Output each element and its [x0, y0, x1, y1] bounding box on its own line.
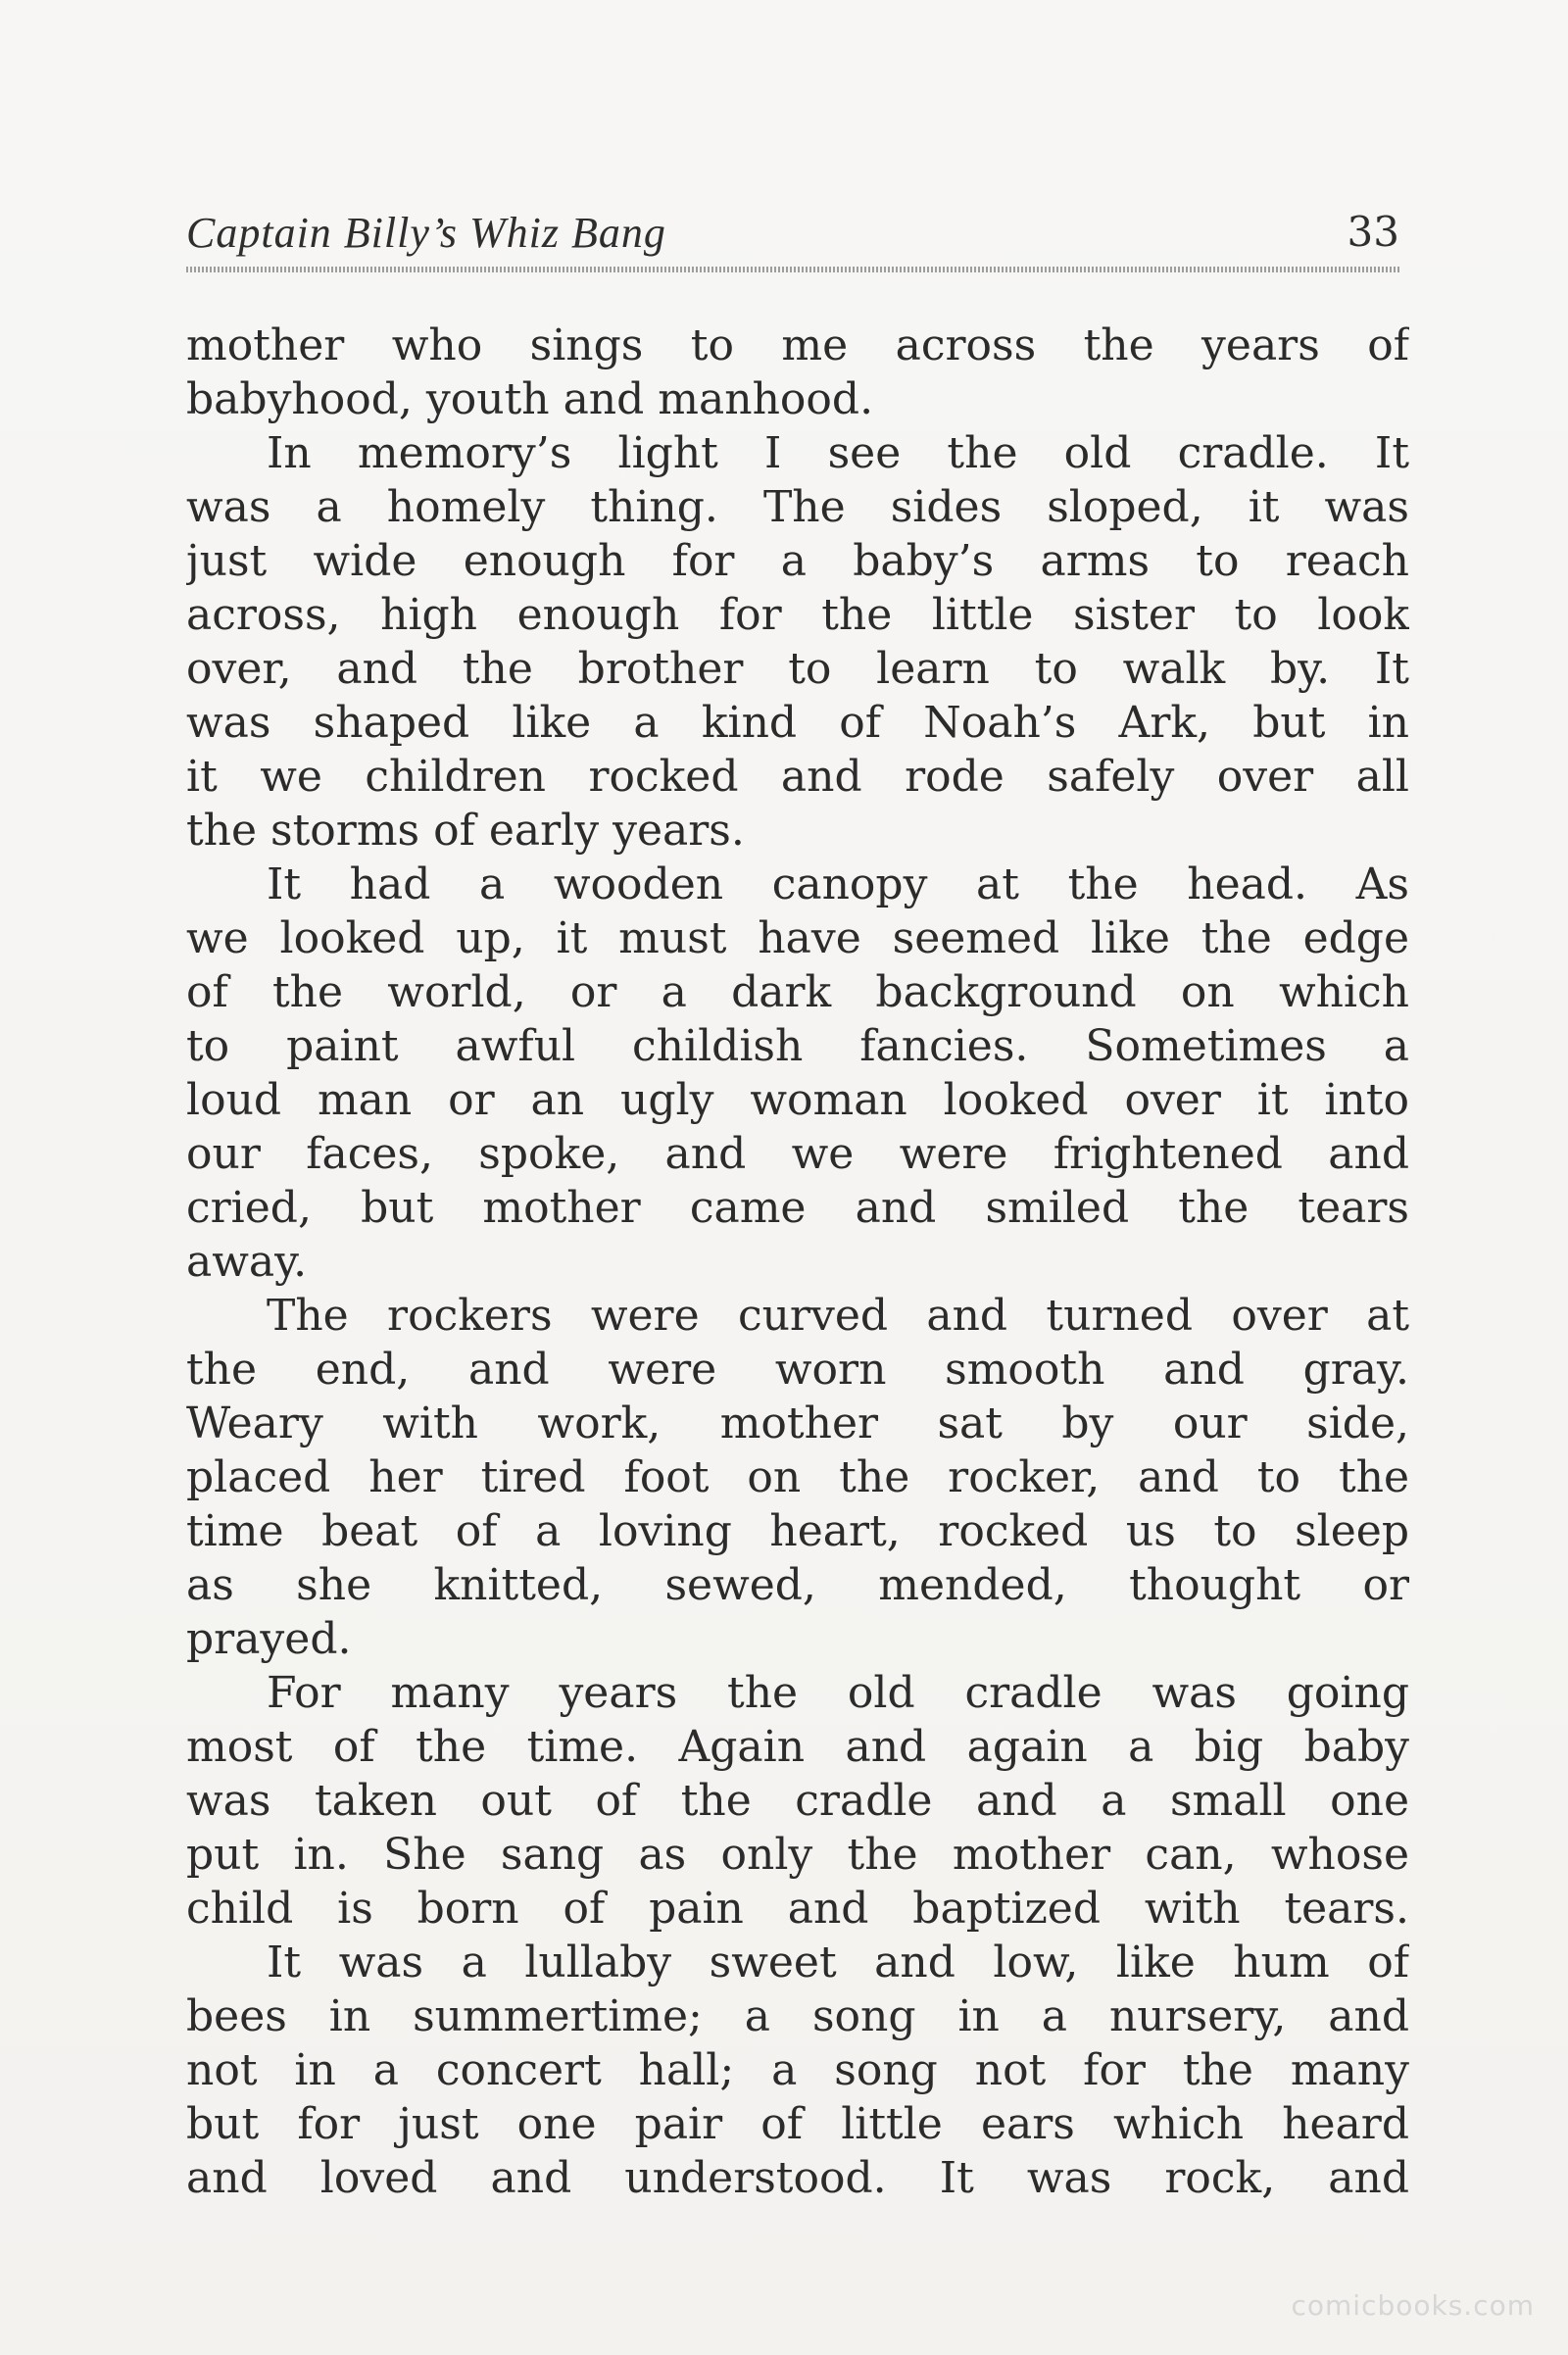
- text-line: It had a wooden canopy at the head. As: [267, 859, 1409, 909]
- text-line: most of the time. Again and again a big baby: [186, 1722, 1409, 1772]
- body-text: [186, 319, 1409, 2205]
- text-line: of the world, or a dark background on which: [186, 967, 1409, 1017]
- text-line: across, high enough for the little sister to look: [186, 590, 1409, 640]
- running-title: Captain Billy’s Whiz Bang: [186, 209, 666, 257]
- text-line: It was a lullaby sweet and low, like hum of: [267, 1938, 1409, 1987]
- text-line: put in. She sang as only the mother can, whose: [186, 1830, 1409, 1880]
- text-line: not in a concert hall; a song not for the many: [186, 2045, 1409, 2095]
- text-line: was a homely thing. The sides sloped, it was: [186, 482, 1409, 532]
- text-line: cried, but mother came and smiled the tears: [186, 1183, 1409, 1233]
- text-line: the end, and were worn smooth and gray.: [186, 1345, 1409, 1395]
- text-line: For many years the old cradle was going: [267, 1668, 1409, 1718]
- text-line: the storms of early years.: [186, 806, 745, 856]
- text-line: just wide enough for a baby’s arms to reach: [186, 536, 1409, 586]
- text-line: In memory’s light I see the old cradle. It: [267, 428, 1409, 478]
- text-line: over, and the brother to learn to walk by. It: [186, 644, 1409, 694]
- page-header: [186, 208, 1399, 267]
- text-line: loud man or an ugly woman looked over it into: [186, 1075, 1409, 1125]
- text-line: to paint awful childish fancies. Sometimes a: [186, 1021, 1409, 1071]
- text-line: child is born of pain and baptized with tears.: [186, 1884, 1409, 1934]
- text-line: our faces, spoke, and we were frightened and: [186, 1129, 1409, 1179]
- text-line: we looked up, it must have seemed like the edge: [186, 913, 1409, 963]
- text-line: away.: [186, 1237, 308, 1287]
- text-line: The rockers were curved and turned over at: [267, 1291, 1409, 1341]
- text-line: as she knitted, sewed, mended, thought or: [186, 1560, 1409, 1610]
- text-line: time beat of a loving heart, rocked us to sleep: [186, 1506, 1409, 1556]
- text-line: Weary with work, mother sat by our side,: [186, 1398, 1409, 1448]
- text-line: placed her tired foot on the rocker, and to the: [186, 1452, 1409, 1502]
- page-number: 33: [1347, 208, 1399, 256]
- header-rule: [186, 267, 1399, 272]
- text-line: prayed.: [186, 1614, 352, 1664]
- text-line: it we children rocked and rode safely over all: [186, 752, 1409, 802]
- text-line: was taken out of the cradle and a small one: [186, 1776, 1409, 1826]
- text-line: but for just one pair of little ears which heard: [186, 2099, 1409, 2149]
- text-line: bees in summertime; a song in a nursery, and: [186, 1991, 1409, 2041]
- text-line: babyhood, youth and manhood.: [186, 374, 874, 424]
- text-line: and loved and understood. It was rock, and: [186, 2153, 1409, 2203]
- text-line: mother who sings to me across the years of: [186, 320, 1409, 370]
- watermark: comicbooks.com: [1291, 2289, 1535, 2322]
- text-line: was shaped like a kind of Noah’s Ark, but in: [186, 698, 1409, 748]
